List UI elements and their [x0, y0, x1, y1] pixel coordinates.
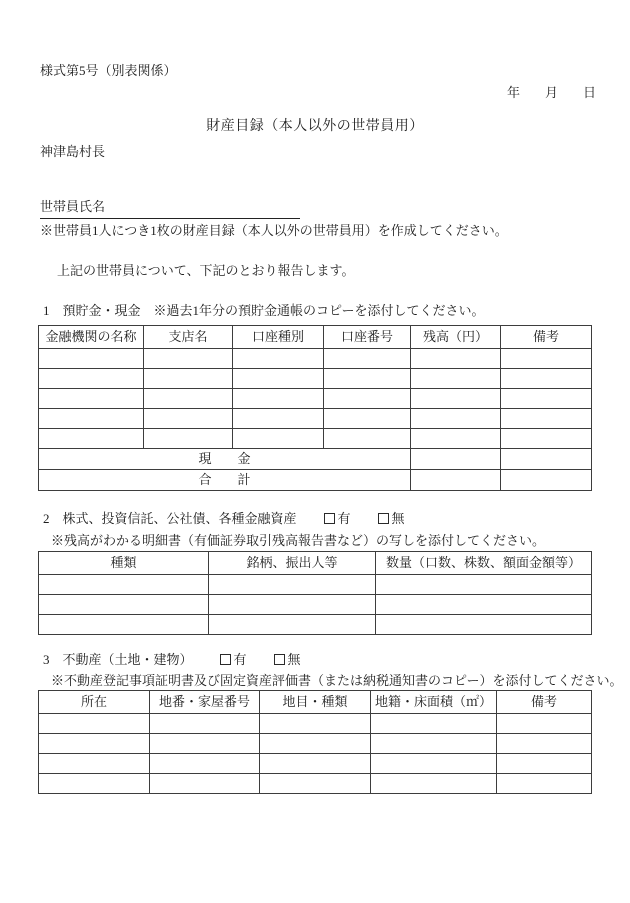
column-header: 地番・家屋番号	[150, 691, 260, 714]
empty-cell[interactable]	[411, 389, 501, 409]
empty-cell[interactable]	[501, 389, 592, 409]
empty-cell[interactable]	[371, 734, 497, 754]
table-row	[39, 575, 592, 595]
empty-cell[interactable]	[233, 429, 324, 449]
empty-cell[interactable]	[233, 389, 324, 409]
section2-title: 株式、投資信託、公社債、各種金融資産	[62, 511, 297, 526]
empty-cell[interactable]	[411, 429, 501, 449]
checkbox-icon[interactable]	[220, 654, 231, 665]
empty-cell[interactable]	[233, 409, 324, 429]
empty-cell[interactable]	[39, 429, 144, 449]
section2-attach-note: ※残高がわかる明細書（有価証券取引残高報告書など）の写しを添付してください。	[51, 533, 546, 548]
column-header: 所在	[39, 691, 150, 714]
column-header: 口座種別	[233, 326, 324, 349]
column-header: 備考	[497, 691, 592, 714]
securities-table	[38, 551, 592, 635]
empty-cell[interactable]	[209, 615, 376, 635]
real-estate-table	[38, 690, 592, 794]
checkbox-none[interactable]	[378, 511, 405, 527]
column-header: 銘柄、振出人等	[209, 552, 376, 575]
date-day-label: 日	[582, 85, 596, 100]
section3-number: 3	[43, 652, 50, 667]
table-row	[39, 734, 592, 754]
bank-accounts-table	[38, 325, 592, 491]
checkbox-none[interactable]	[274, 652, 301, 668]
section1-attach-note: ※過去1年分の預貯金通帳のコピーを添付してください。	[153, 303, 485, 318]
page-title: 財産目録（本人以外の世帯員用）	[206, 119, 424, 134]
member-name-note: ※世帯員1人につき1枚の財産目録（本人以外の世帯員用）を作成してください。	[40, 223, 508, 238]
section2-heading	[43, 511, 405, 527]
empty-cell[interactable]	[324, 429, 411, 449]
empty-cell[interactable]	[39, 389, 144, 409]
empty-cell[interactable]	[411, 349, 501, 369]
report-statement: 上記の世帯員について、下記のとおり報告します。	[57, 263, 355, 278]
header-row	[39, 326, 592, 349]
empty-cell[interactable]	[150, 754, 260, 774]
table-row	[39, 369, 592, 389]
empty-cell[interactable]	[233, 369, 324, 389]
checkbox-has-label: 有	[337, 511, 351, 526]
empty-cell[interactable]	[39, 615, 209, 635]
table-row	[39, 615, 592, 635]
column-header: 残高（円）	[411, 326, 501, 349]
empty-cell[interactable]	[260, 734, 371, 754]
empty-cell[interactable]	[501, 429, 592, 449]
column-header: 地籍・床面積（㎡）	[371, 691, 497, 714]
header-row	[39, 691, 592, 714]
empty-cell[interactable]	[144, 349, 233, 369]
empty-cell[interactable]	[39, 369, 144, 389]
bank-accounts-table-wrap	[38, 325, 591, 491]
column-header: 数量（口数、株数、額面金額等）	[376, 552, 592, 575]
empty-cell[interactable]	[324, 389, 411, 409]
section1-title: 預貯金・現金	[62, 303, 141, 318]
empty-cell[interactable]	[411, 369, 501, 389]
empty-cell[interactable]	[376, 615, 592, 635]
table-row	[39, 774, 592, 794]
table-row	[39, 389, 592, 409]
checkbox-icon[interactable]	[378, 513, 389, 524]
total-balance-cell[interactable]	[411, 470, 501, 491]
empty-cell[interactable]	[371, 714, 497, 734]
column-header: 口座番号	[324, 326, 411, 349]
empty-cell[interactable]	[144, 389, 233, 409]
cash-balance-cell[interactable]	[411, 449, 501, 470]
checkbox-icon[interactable]	[324, 513, 335, 524]
date-year-label: 年	[506, 85, 520, 100]
table-row	[39, 349, 592, 369]
addressee: 神津島村長	[40, 144, 106, 159]
empty-cell[interactable]	[144, 429, 233, 449]
table-row	[39, 429, 592, 449]
section2-number: 2	[43, 511, 50, 526]
empty-cell[interactable]	[150, 714, 260, 734]
header-row	[39, 552, 592, 575]
empty-cell[interactable]	[209, 575, 376, 595]
section3-title: 不動産（土地・建物）	[62, 652, 193, 667]
empty-cell[interactable]	[324, 369, 411, 389]
column-header: 備考	[501, 326, 592, 349]
empty-cell[interactable]	[376, 595, 592, 615]
cash-row	[39, 449, 592, 470]
empty-cell[interactable]	[260, 774, 371, 794]
total-label-cell: 合 計	[39, 470, 411, 491]
empty-cell[interactable]	[501, 349, 592, 369]
checkbox-icon[interactable]	[274, 654, 285, 665]
real-estate-table-wrap	[38, 690, 591, 794]
empty-cell[interactable]	[144, 369, 233, 389]
checkbox-has[interactable]	[220, 652, 247, 668]
empty-cell[interactable]	[260, 714, 371, 734]
total-remarks-cell[interactable]	[501, 470, 592, 491]
table-row	[39, 409, 592, 429]
table-row	[39, 754, 592, 774]
empty-cell[interactable]	[144, 409, 233, 429]
empty-cell[interactable]	[324, 349, 411, 369]
empty-cell[interactable]	[39, 575, 209, 595]
empty-cell[interactable]	[497, 754, 592, 774]
securities-table-wrap	[38, 551, 591, 635]
empty-cell[interactable]	[150, 734, 260, 754]
checkbox-none-label: 無	[287, 652, 301, 667]
section1-heading	[43, 303, 485, 319]
empty-cell[interactable]	[233, 349, 324, 369]
empty-cell[interactable]	[501, 369, 592, 389]
member-name-label: 世帯員氏名	[40, 199, 106, 214]
member-name-field[interactable]	[40, 199, 300, 219]
empty-cell[interactable]	[497, 774, 592, 794]
cash-label-cell: 現 金	[39, 449, 411, 470]
checkbox-has-label: 有	[233, 652, 247, 667]
table-row	[39, 714, 592, 734]
section3-heading	[43, 652, 301, 668]
empty-cell[interactable]	[376, 575, 592, 595]
empty-cell[interactable]	[39, 754, 150, 774]
table-row	[39, 595, 592, 615]
empty-cell[interactable]	[371, 754, 497, 774]
empty-cell[interactable]	[260, 754, 371, 774]
column-header: 種類	[39, 552, 209, 575]
empty-cell[interactable]	[411, 409, 501, 429]
date-month-label: 月	[544, 85, 558, 100]
checkbox-none-label: 無	[391, 511, 405, 526]
empty-cell[interactable]	[501, 409, 592, 429]
total-row	[39, 470, 592, 491]
section1-number: 1	[43, 303, 50, 318]
empty-cell[interactable]	[39, 349, 144, 369]
empty-cell[interactable]	[209, 595, 376, 615]
empty-cell[interactable]	[324, 409, 411, 429]
section3-attach-note: ※不動産登記事項証明書及び固定資産評価書（または納税通知書のコピー）を添付してください。	[51, 673, 623, 688]
empty-cell[interactable]	[39, 595, 209, 615]
empty-cell[interactable]	[371, 774, 497, 794]
checkbox-has[interactable]	[324, 511, 351, 527]
empty-cell[interactable]	[150, 774, 260, 794]
column-header: 地目・種類	[260, 691, 371, 714]
empty-cell[interactable]	[39, 714, 150, 734]
column-header: 支店名	[144, 326, 233, 349]
empty-cell[interactable]	[39, 734, 150, 754]
empty-cell[interactable]	[39, 774, 150, 794]
date-line	[0, 85, 596, 101]
form-number: 様式第5号（別表関係）	[40, 63, 177, 78]
empty-cell[interactable]	[497, 714, 592, 734]
column-header: 金融機関の名称	[39, 326, 144, 349]
empty-cell[interactable]	[39, 409, 144, 429]
empty-cell[interactable]	[497, 734, 592, 754]
cash-remarks-cell[interactable]	[501, 449, 592, 470]
